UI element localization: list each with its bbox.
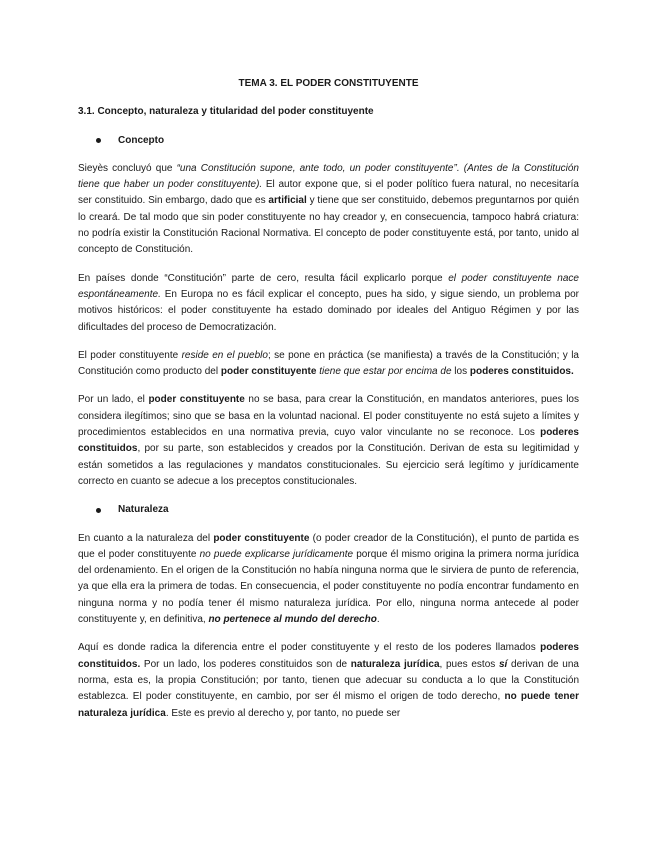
paragraph-reside-pueblo: El poder constituyente reside en el pueblo; se pone en práctica (se manifiesta) a través de la Constitución; y la Constitución como producto del poder constituyente tiene que estar por encima de los poderes constituidos. xyxy=(78,349,579,378)
bullet-concepto xyxy=(78,133,579,149)
paragraph-sieyes: Sieyès concluyó que “una Constitución supone, ante todo, un poder constituyente”. (Antes de la Constitución tiene que haber un poder constituyente). El autor expone que, si el poder político fuera natural, no necesitaría ser constituido. Sin embargo, dado que es artificial y tiene que ser constituido, debemos preguntarnos por quién lo creará. De tal modo que sin poder constituyente no hay creador y, en consecuencia, tampoco habrá criatura: no podría existir la Constitución Racional Normativa. El concepto de poder constituyente está, por tanto, unido al concepto de Constitución. xyxy=(78,162,579,256)
paragraph-paises: En países donde “Constitución” parte de cero, resulta fácil explicarlo porque el poder constituyente nace espontáneamente. En Europa no es fácil explicar el concepto, pues ha sido, y sigue siendo, un problema por motivos históricos: el poder constituyente ha estado dominado por ideales del Antiguo Régimen y por las dificultades del proceso de Democratización. xyxy=(78,272,579,333)
bullet-label: Naturaleza xyxy=(118,504,169,516)
bullet-naturaleza xyxy=(78,502,579,518)
bullet-icon xyxy=(96,138,101,143)
bullet-label: Concepto xyxy=(118,134,165,146)
document-title: TEMA 3. EL PODER CONSTITUYENTE xyxy=(238,78,419,89)
paragraph-diferencia: Aquí es donde radica la diferencia entre el poder constituyente y el resto de los poderes llamados poderes constituidos. Por un lado, los poderes constituidos son de naturaleza jurídica, pues estos sí derivan de una norma, esta es, la propia Constitución; por tanto, tienen que adecuar su conducta a lo que la Constitución establezca. El poder constituyente, en cambio, por ser él mismo el origen de todo derecho, no puede tener naturaleza jurídica. Este es previo al derecho y, por tanto, no puede ser xyxy=(78,642,579,719)
bullet-icon xyxy=(96,508,101,513)
section-heading: 3.1. Concepto, naturaleza y titularidad del poder constituyente xyxy=(78,106,374,118)
paragraph-naturaleza: En cuanto a la naturaleza del poder constituyente (o poder creador de la Constitución), el punto de partida es que el poder constituyente no puede explicarse jurídicamente porque él mismo origina la primera norma jurídica del ordenamiento. En el origen de la Constitución no había ninguna norma que le sirviera de punto de referencia, ya que ella era la primera de todas. En consecuencia, el poder constituyente no podía encontrar fundamento en ninguna norma y no podía tener él mismo naturaleza jurídica. Por ello, ninguna norma antecede al poder constituyente y, en definitiva, no pertenece al mundo del derecho. xyxy=(78,532,579,626)
paragraph-por-un-lado: Por un lado, el poder constituyente no se basa, para crear la Constitución, en mandatos anteriores, pues los considera ilegítimos; sino que se basa en la voluntad nacional. El poder constituyente no está sujeto a límites y procedimientos establecidos en una normativa previa, cuyo valor vinculante no se reconoce. Los poderes constituidos, por su parte, son establecidos y creados por la Constitución. Derivan de esta su legitimidad y están sometidos a las regulaciones y mandatos constitucionales. Su ejercicio será legítimo y jurídicamente correcto en cuanto se adecue a los preceptos constitucionales. xyxy=(78,394,579,487)
